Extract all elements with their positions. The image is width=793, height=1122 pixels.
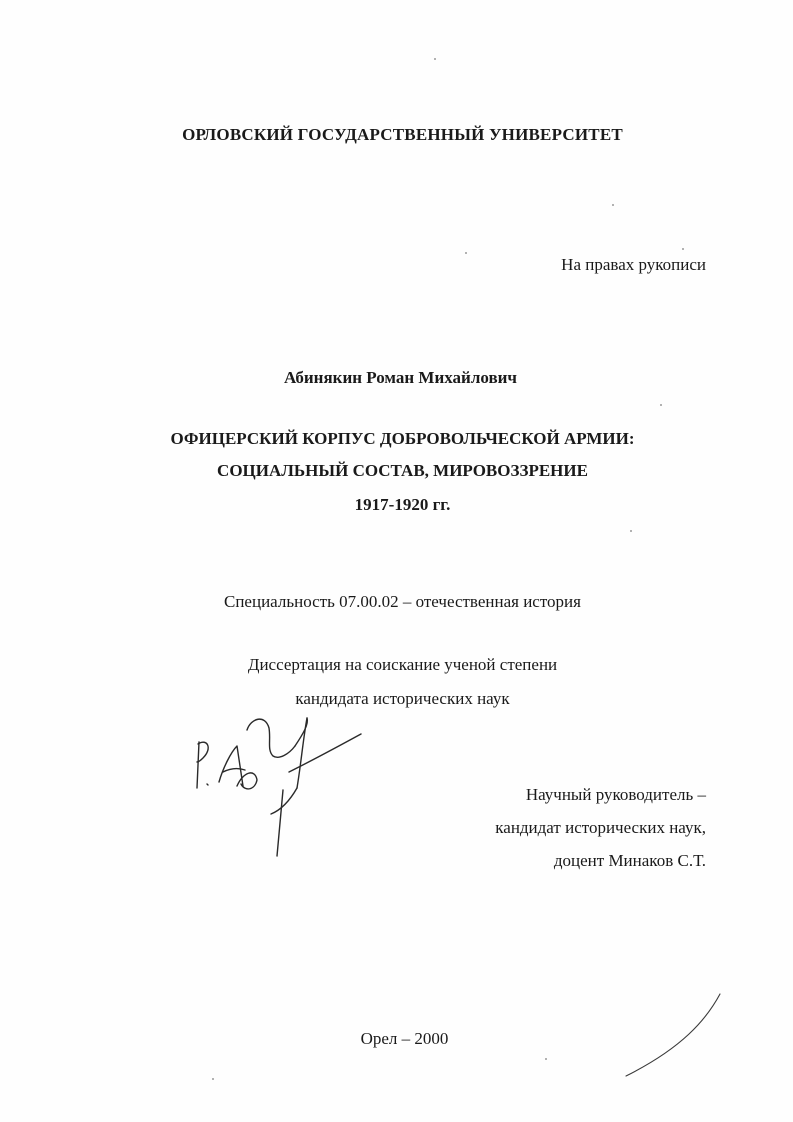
advisor-line-2: кандидат исторических наук,	[495, 818, 706, 837]
title-line-1: ОФИЦЕРСКИЙ КОРПУС ДОБРОВОЛЬЧЕСКОЙ АРМИИ:	[170, 429, 635, 448]
scan-speck	[465, 252, 467, 254]
author-name: Абинякин Роман Михайлович	[283, 368, 518, 387]
title-line-2: СОЦИАЛЬНЫЙ СОСТАВ, МИРОВОЗЗРЕНИЕ	[217, 461, 588, 480]
scan-speck	[612, 204, 614, 206]
city-year: Орел – 2000	[360, 1029, 449, 1048]
specialty-line: Специальность 07.00.02 – отечественная история	[224, 592, 581, 611]
author-signature	[185, 710, 370, 860]
advisor-line-1: Научный руководитель –	[525, 785, 706, 804]
dissertation-line-1: Диссертация на соискание ученой степени	[247, 655, 558, 674]
scan-speck	[682, 248, 684, 250]
advisor-line-3: доцент Минаков С.Т.	[553, 851, 706, 870]
scan-speck	[630, 530, 632, 532]
manuscript-note: На правах рукописи	[561, 255, 706, 274]
title-line-3: 1917-1920 гг.	[354, 495, 451, 514]
dissertation-line-2: кандидата исторических наук	[295, 689, 510, 708]
university-name: ОРЛОВСКИЙ ГОСУДАРСТВЕННЫЙ УНИВЕРСИТЕТ	[182, 125, 623, 144]
scan-speck	[212, 1078, 214, 1080]
scan-speck	[545, 1058, 547, 1060]
scan-speck	[434, 58, 436, 60]
scan-speck	[660, 404, 662, 406]
